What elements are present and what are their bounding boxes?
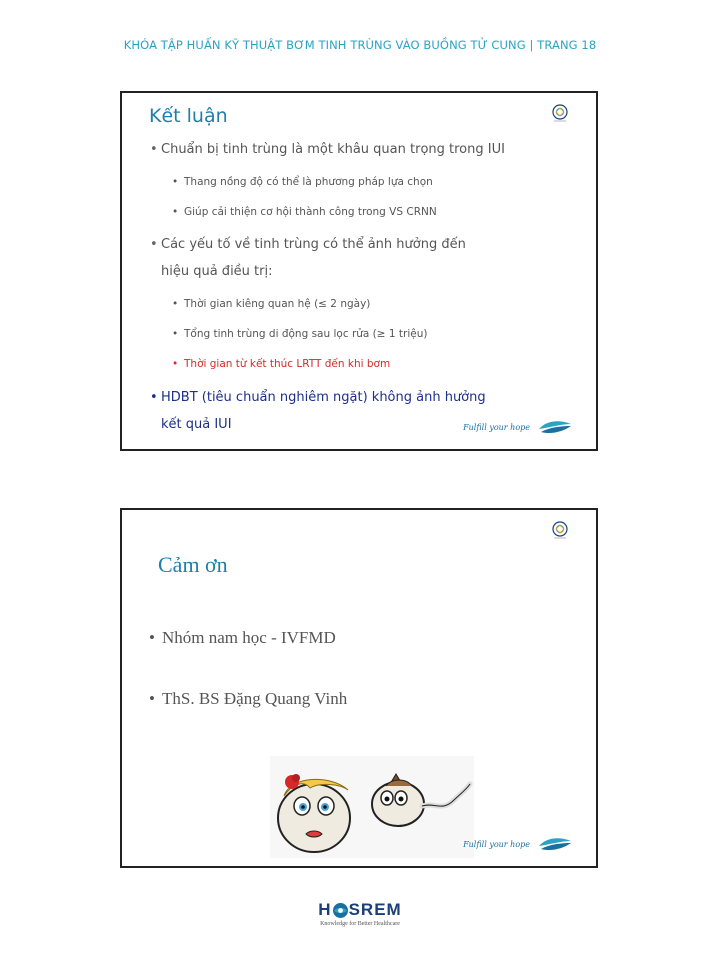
sub-bullet-text: Thang nồng độ có thể là phương pháp lựa chọn [184, 176, 433, 188]
bullet-dot: • [150, 237, 158, 252]
globe-icon [332, 902, 349, 919]
bullet-text-continued: hiệu quả điều trị: [161, 264, 273, 279]
bullet-text: Chuẩn bị tinh trùng là một khâu quan trọng trong IUI [161, 142, 505, 157]
sub-bullet: • Thang nồng độ có thể là phương pháp lựa chọn [172, 176, 433, 188]
bullet-text: Các yếu tố về tinh trùng có thể ảnh hưởng đến [161, 237, 466, 252]
sub-bullet-text: Thời gian từ kết thúc LRTT đến khi bơm [184, 358, 391, 370]
page-header: KHÓA TẬP HUẤN KỸ THUẬT BƠM TINH TRÙNG VÀO BUỒNG TỬ CUNG | TRANG 18 [123, 38, 597, 52]
bullet-dot: • [150, 142, 158, 157]
sub-bullet-text: Tổng tinh trùng di động sau lọc rửa (≥ 1 triệu) [184, 328, 428, 340]
sub-bullet-highlight: • Thời gian từ kết thúc LRTT đến khi bơm [172, 358, 391, 370]
thanks-item: • ThS. BS Đặng Quang Vinh [149, 689, 348, 708]
bullet-sperm-factors [150, 231, 466, 285]
bullet-sperm-prep [150, 136, 505, 163]
thanks-item-text: ThS. BS Đặng Quang Vinh [162, 689, 348, 708]
fulfill-hope-mark [463, 832, 572, 856]
sub-bullet: • Thời gian kiêng quan hệ (≤ 2 ngày) [172, 298, 371, 310]
hosrem-wordmark [300, 900, 420, 920]
bullet-hdbt [150, 384, 486, 438]
slide-conclusion [120, 91, 598, 451]
hospital-logo-icon [550, 520, 570, 540]
egg-and-sperm-cartoon [270, 756, 474, 858]
sub-bullet-text: Giúp cải thiện cơ hội thành công trong VS CRNN [184, 206, 437, 218]
hospital-logo-icon [550, 103, 570, 123]
hosrem-tagline: Knowledge for Better Healthcare [320, 921, 400, 927]
fulfill-hope-text: Fulfill your hope [463, 422, 530, 432]
hosrem-footer-logo [300, 900, 420, 940]
thanks-item: • Nhóm nam học - IVFMD [149, 628, 336, 647]
brand-suffix: SREM [348, 900, 402, 919]
fulfill-hope-text: Fulfill your hope [463, 839, 530, 849]
bullet-dot: • [150, 390, 158, 405]
sub-bullet-text: Thời gian kiêng quan hệ (≤ 2 ngày) [184, 298, 371, 310]
slide-title: Kết luận [149, 105, 228, 127]
sub-bullet: • Tổng tinh trùng di động sau lọc rửa (≥ 1 triệu) [172, 328, 428, 340]
slide-title: Cảm ơn [158, 552, 228, 577]
slide-thanks [120, 508, 598, 868]
wave-logo-icon [538, 419, 572, 435]
wave-logo-icon [538, 836, 572, 852]
bullet-text: HDBT (tiêu chuẩn nghiêm ngặt) không ảnh hưởng [161, 390, 486, 405]
sub-bullet: • Giúp cải thiện cơ hội thành công trong VS CRNN [172, 206, 437, 218]
bullet-text-continued: kết quả IUI [161, 417, 232, 432]
brand-prefix: H [318, 900, 332, 919]
thanks-item-text: Nhóm nam học - IVFMD [162, 628, 336, 647]
fulfill-hope-mark [463, 415, 572, 439]
